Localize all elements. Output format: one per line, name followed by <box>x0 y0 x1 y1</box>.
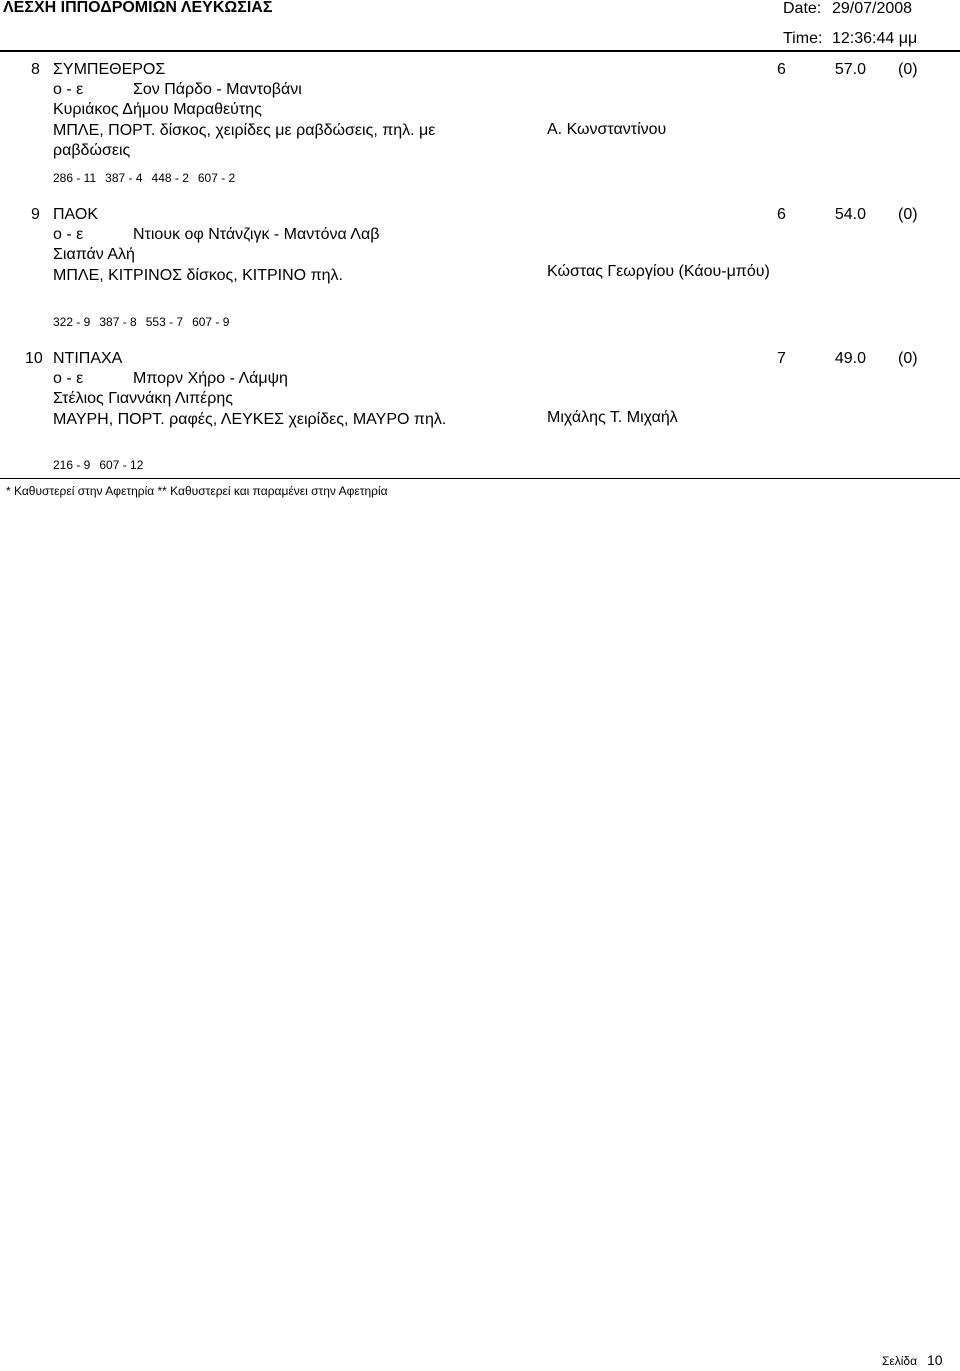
draw: 7 <box>777 350 786 367</box>
runner-entry <box>0 206 960 336</box>
draw: 6 <box>777 206 786 223</box>
runner-entry <box>0 350 960 480</box>
form-history <box>53 315 238 329</box>
silks: ΜΠΛΕ, ΠΟΡΤ. δίσκος, χειρίδες με ραβδώσεις, πηλ. με ραβδώσεις <box>53 122 436 159</box>
form-history <box>53 171 244 185</box>
form-item: 387 - 4 <box>105 171 143 185</box>
jockey: Α. Κωνσταντίνου <box>547 121 667 138</box>
owner: Στέλιος Γιαννάκη Λιπέρης <box>53 390 233 407</box>
owner: Σιαπάν Αλή <box>53 246 135 263</box>
form-history <box>53 458 152 472</box>
page-number: 10 <box>927 1352 943 1368</box>
date-value: 29/07/2008 <box>832 0 913 17</box>
time-label: Time: <box>783 30 823 47</box>
extra-value: (0) <box>898 206 918 223</box>
jockey: Μιχάλης Τ. Μιχαήλ <box>547 409 678 426</box>
footnote-divider <box>0 478 960 479</box>
horse-name: ΠΑΟΚ <box>53 206 99 223</box>
jockey: Κώστας Γεωργίου (Κάου-μπόυ) <box>547 263 770 280</box>
horse-name: ΝΤΙΠΑΧΑ <box>53 350 123 367</box>
form-item: 448 - 2 <box>151 171 189 185</box>
form-item: 607 - 12 <box>99 458 144 472</box>
owner: Κυριάκος Δήμου Μαραθεύτης <box>53 101 262 118</box>
footnote: * Καθυστερεί στην Αφετηρία ** Καθυστερεί και παραμένει στην Αφετηρία <box>6 484 388 498</box>
page-label: Σελίδα <box>882 1354 918 1368</box>
sex-label: ο - ε <box>53 226 84 243</box>
sire-dam: Σον Πάρδο - Μαντοβάνι <box>133 81 302 98</box>
form-item: 387 - 8 <box>99 315 137 329</box>
header-divider <box>0 50 960 52</box>
horse-name: ΣΥΜΠΕΘΕΡΟΣ <box>53 61 166 78</box>
date-label: Date: <box>783 0 822 17</box>
silks: ΜΠΛΕ, ΚΙΤΡΙΝΟΣ δίσκος, ΚΙΤΡΙΝΟ πηλ. <box>53 267 343 284</box>
sire-dam: Ντιουκ οφ Ντάνζιγκ - Μαντόνα Λαβ <box>133 226 380 243</box>
runner-entry <box>0 61 960 191</box>
time-value: 12:36:44 μμ <box>832 30 918 47</box>
form-item: 553 - 7 <box>145 315 184 329</box>
form-item: 286 - 11 <box>53 171 97 185</box>
form-item: 216 - 9 <box>53 458 91 472</box>
silks: ΜΑΥΡΗ, ΠΟΡΤ. ραφές, ΛΕΥΚΕΣ χειρίδες, ΜΑΥΡΟ πηλ. <box>53 411 447 428</box>
sire-dam: Μπορν Χήρο - Λάμψη <box>133 370 288 387</box>
form-item: 322 - 9 <box>53 315 91 329</box>
weight: 49.0 <box>834 350 866 367</box>
sex-label: ο - ε <box>53 370 84 387</box>
form-item: 607 - 9 <box>192 315 230 329</box>
page-title: ΛΕΣΧΗ ΙΠΠΟΔΡΟΜΙΩΝ ΛΕΥΚΩΣΙΑΣ <box>3 0 273 16</box>
extra-value: (0) <box>898 61 918 78</box>
extra-value: (0) <box>898 350 918 367</box>
form-item: 607 - 2 <box>197 171 236 185</box>
runner-number: 8 <box>31 61 40 78</box>
draw: 6 <box>777 61 786 78</box>
runner-number: 9 <box>31 206 40 223</box>
weight: 54.0 <box>834 206 866 223</box>
weight: 57.0 <box>834 61 866 78</box>
runner-number: 10 <box>25 350 43 367</box>
sex-label: ο - ε <box>53 81 84 98</box>
